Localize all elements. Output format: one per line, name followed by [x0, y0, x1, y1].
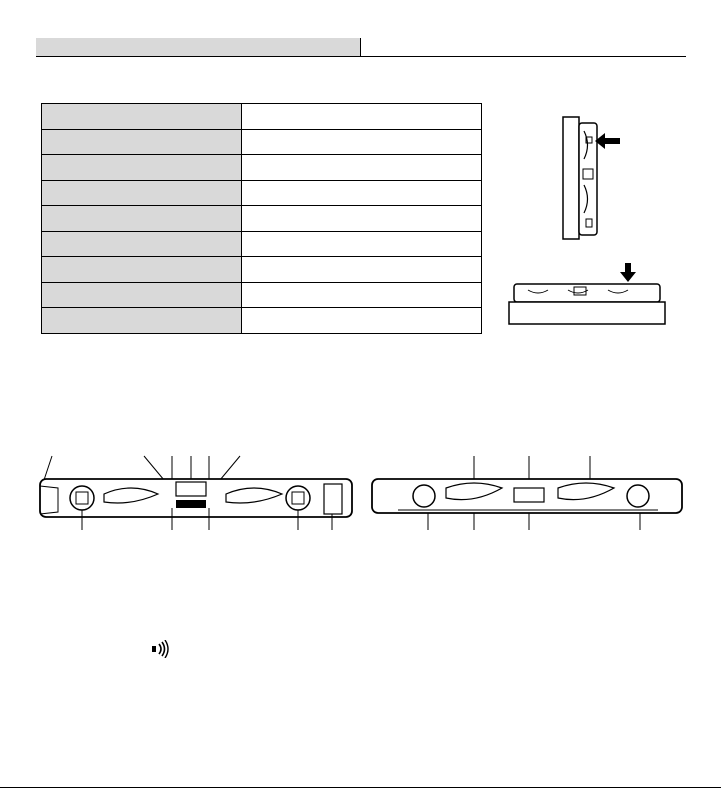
spec-row: [42, 206, 482, 232]
spec-value-cell: [242, 129, 482, 155]
spec-key-cell: [42, 206, 242, 232]
level-front-view: [36, 452, 356, 532]
spec-value-cell: [242, 104, 482, 130]
spec-value-cell: [242, 180, 482, 206]
spec-value-cell: [242, 155, 482, 181]
spec-value-cell: [242, 231, 482, 257]
spec-key-cell: [42, 308, 242, 334]
spec-key-cell: [42, 129, 242, 155]
spec-table: [41, 103, 482, 334]
spec-row: [42, 282, 482, 308]
arrow-left-icon: [595, 132, 621, 150]
spec-key-cell: [42, 257, 242, 283]
spec-key-cell: [42, 231, 242, 257]
section-header-divider: [360, 38, 361, 56]
spec-key-cell: [42, 104, 242, 130]
section-header-tab: [36, 38, 361, 56]
arrow-down-icon: [620, 263, 636, 282]
spec-value-cell: [242, 282, 482, 308]
sound-waves-icon: [151, 640, 171, 658]
page-bottom-rule: [0, 787, 721, 788]
horizontal-mount-figure: [508, 262, 666, 326]
spec-key-cell: [42, 282, 242, 308]
spec-row: [42, 231, 482, 257]
section-header-rule: [36, 56, 686, 57]
spec-row: [42, 308, 482, 334]
spec-row: [42, 104, 482, 130]
spec-value-cell: [242, 308, 482, 334]
spec-row: [42, 155, 482, 181]
spec-row: [42, 129, 482, 155]
spec-value-cell: [242, 206, 482, 232]
level-back-view: [368, 452, 688, 532]
spec-key-cell: [42, 155, 242, 181]
spec-value-cell: [242, 257, 482, 283]
spec-row: [42, 257, 482, 283]
spec-key-cell: [42, 180, 242, 206]
spec-row: [42, 180, 482, 206]
